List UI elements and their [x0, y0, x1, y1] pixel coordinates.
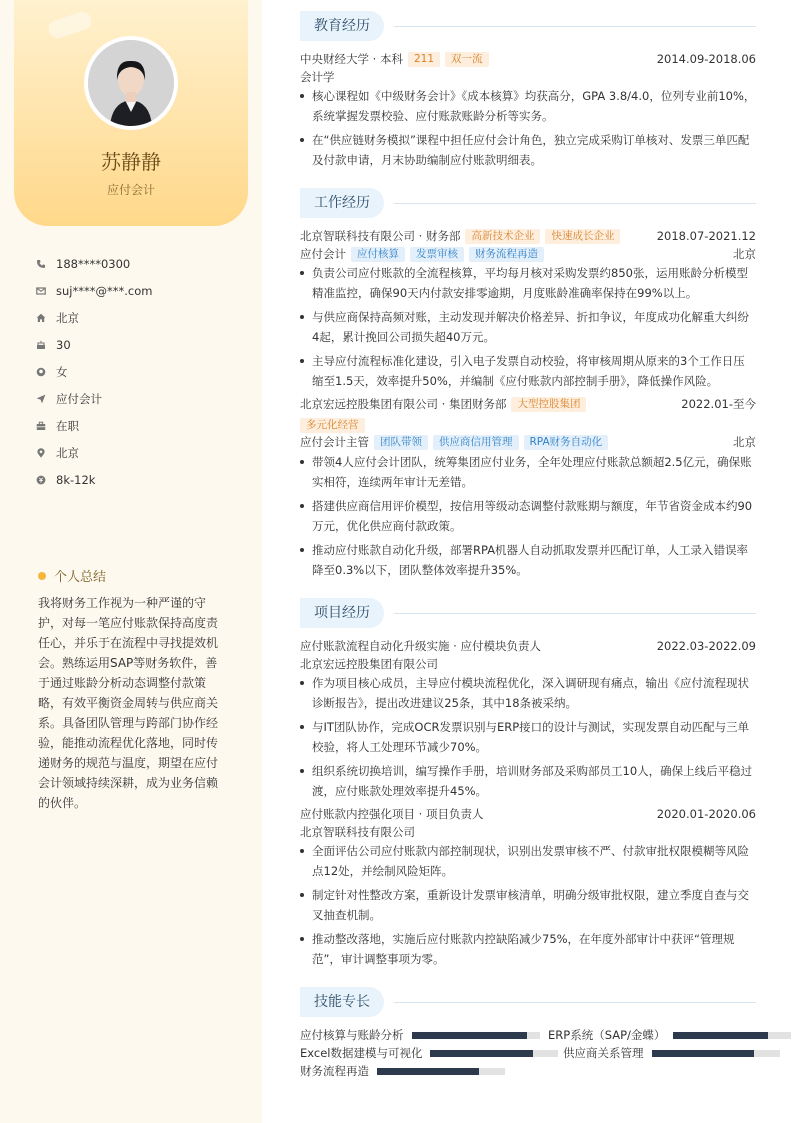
job-bullet: 推动应付账款自动化升级，部署RPA机器人自动抓取发票并匹配订单，人工录入错误率降至0.3%以下，团队整体效率提升35%。	[300, 540, 756, 580]
job-bullet: 主导应付流程标准化建设，引入电子发票自动校验，将审核周期从原来的3个工作日压缩至1.5天，效率提升50%，并编制《应付账款内部控制手册》，降低操作风险。	[300, 351, 756, 391]
company-name: 北京智联科技有限公司 · 财务部	[300, 229, 461, 243]
skill-level-bar	[673, 1032, 791, 1039]
project-date: 2020.01-2020.06	[656, 807, 756, 821]
job-header	[300, 227, 756, 245]
skill-item: 财务流程再造	[300, 1063, 505, 1079]
job-bullet: 搭建供应商信用评价模型，按信用等级动态调整付款账期与额度，年节省资金成本约90万元，优化供应商付款政策。	[300, 496, 756, 536]
info-gender	[36, 358, 152, 385]
job-date: 2022.01-至今	[681, 397, 756, 411]
project-date: 2022.03-2022.09	[656, 639, 756, 653]
job-header	[300, 395, 756, 413]
divider	[394, 26, 756, 27]
education-major: 会计学	[300, 70, 335, 84]
project-bullet: 与IT团队协作，完成OCR发票识别与ERP接口的设计与测试，实现发票自动匹配与三单校验，将人工处理环节减少70%。	[300, 717, 756, 757]
skill-tag: RPA财务自动化	[524, 435, 609, 450]
profile-header	[14, 0, 248, 226]
section-education-heading: 教育经历	[300, 11, 756, 41]
project-org: 北京宏远控股集团有限公司	[300, 657, 438, 671]
info-text: 女	[56, 364, 68, 379]
skill-tag: 发票审核	[410, 247, 464, 262]
info-salary	[36, 466, 152, 493]
project-header	[300, 805, 756, 823]
job-city: 北京	[733, 435, 756, 449]
cake-icon	[36, 340, 46, 350]
info-status	[36, 412, 152, 439]
job-position-row	[300, 433, 756, 451]
project-header	[300, 637, 756, 655]
education-header	[300, 50, 756, 68]
info-home	[36, 304, 152, 331]
info-location	[36, 439, 152, 466]
info-position	[36, 385, 152, 412]
section-work-heading: 工作经历	[300, 188, 756, 218]
skill-level-bar	[412, 1032, 540, 1039]
skill-tag: 供应商信用管理	[433, 435, 519, 450]
job-tag-row	[300, 416, 756, 434]
summary-text: 我将财务工作视为一种严谨的守护，对每一笔应付账款保持高度责任心，并乐于在流程中寻找提效机会。熟练运用SAP等财务软件，善于通过账龄分析动态调整付款策略，有效平衡资金周转与供应商关系。具备团队管理与跨部门协作经验，能推动流程优化落地，同时传递财务的规范与温度，期望在应付会计领域持续深耕，成为业务信赖的伙伴。	[38, 596, 219, 810]
skill-tag: 应付核算	[351, 247, 405, 262]
skill-item: ERP系统（SAP/金蝶）	[548, 1027, 791, 1043]
company-tag: 大型控股集团	[511, 397, 586, 412]
project-bullet: 组织系统切换培训，编写操作手册，培训财务部及采购部员工10人，确保上线后平稳过渡，应付账款处理效率提升45%。	[300, 761, 756, 801]
profile-name: 苏静静	[101, 150, 161, 174]
contact-info-list	[36, 250, 152, 493]
project-bullet: 全面评估公司应付账款内部控制现状，识别出发票审核不严、付款审批权限模糊等风险点12处，并绘制风险矩阵。	[300, 841, 756, 881]
info-text: 北京	[56, 445, 79, 460]
money-icon	[36, 475, 46, 485]
location-icon	[36, 448, 46, 458]
info-text: 北京	[56, 310, 79, 325]
divider	[394, 203, 756, 204]
education-date: 2014.09-2018.06	[656, 52, 756, 66]
project-bullet: 作为项目核心成员，主导应付模块流程优化，深入调研现有痛点，输出《应付流程现状诊断报告》，提出改进建议25条，其中18条被采纳。	[300, 673, 756, 713]
avatar-frame	[84, 36, 178, 130]
info-email	[36, 277, 152, 304]
section-skills-heading: 技能专长	[300, 987, 756, 1017]
send-icon	[36, 394, 46, 404]
info-text: 8k-12k	[56, 472, 96, 487]
info-text: 188****0300	[56, 256, 131, 271]
skill-tag: 财务流程再造	[469, 247, 544, 262]
education-bullet: 核心课程如《中级财务会计》《成本核算》均获高分，GPA 3.8/4.0，位列专业前10%，系统掌握发票校验、应付账款账龄分析等实务。	[300, 86, 756, 126]
company-tag: 多元化经营	[300, 418, 365, 433]
skill-tag: 团队带领	[374, 435, 428, 450]
school-tag: 双一流	[445, 52, 489, 67]
sidebar	[0, 0, 262, 1123]
project-name: 应付账款流程自动化升级实施 · 应付模块负责人	[300, 639, 541, 653]
skill-item: 应付核算与账龄分析	[300, 1027, 540, 1043]
info-age	[36, 331, 152, 358]
info-phone	[36, 250, 152, 277]
school-tag: 211	[408, 52, 440, 67]
school-name: 中央财经大学 · 本科	[300, 52, 403, 66]
home-icon	[36, 313, 46, 323]
skill-item: 供应商关系管理	[563, 1045, 780, 1061]
summary-heading: 个人总结	[38, 566, 106, 585]
info-text: 30	[56, 337, 71, 352]
info-text: 应付会计	[56, 391, 102, 406]
project-org: 北京智联科技有限公司	[300, 825, 415, 839]
decorative-pill	[46, 10, 93, 41]
job-position: 应付会计	[300, 247, 346, 261]
avatar-portrait-icon	[88, 40, 174, 126]
phone-icon	[36, 259, 46, 269]
education-bullet: 在“供应链财务模拟”课程中担任应付会计角色，独立完成采购订单核对、发票三单匹配及付款申请，月末协助编制应付账款明细表。	[300, 130, 756, 170]
avatar	[88, 40, 174, 126]
skill-item: Excel数据建模与可视化	[300, 1045, 558, 1061]
section-projects-heading: 项目经历	[300, 598, 756, 628]
job-city: 北京	[733, 247, 756, 261]
job-bullet: 与供应商保持高频对账，主动发现并解决价格差异、折扣争议，年度成功化解重大纠纷4起，累计挽回公司损失超40万元。	[300, 307, 756, 347]
skill-level-bar	[377, 1068, 505, 1075]
profile-role: 应付会计	[106, 183, 155, 197]
info-text: suj****@***.com	[56, 283, 153, 298]
project-name: 应付账款内控强化项目 · 项目负责人	[300, 807, 484, 821]
job-position: 应付会计主管	[300, 435, 369, 449]
job-position-row	[300, 245, 756, 263]
skill-level-bar	[430, 1050, 558, 1057]
mail-icon	[36, 286, 46, 296]
project-bullet: 推动整改落地，实施后应付账款内控缺陷减少75%，在年度外部审计中获评“管理规范”，审计调整事项为零。	[300, 929, 756, 969]
divider	[394, 613, 756, 614]
gender-icon	[36, 367, 46, 377]
bullet-dot-icon	[38, 572, 46, 580]
skill-level-bar	[652, 1050, 780, 1057]
project-bullet: 制定针对性整改方案，重新设计发票审核清单，明确分级审批权限，建立季度自查与交叉抽查机制。	[300, 885, 756, 925]
divider	[394, 1002, 756, 1003]
job-bullet: 带领4人应付会计团队，统筹集团应付业务，全年处理应付账款总额超2.5亿元，确保账实相符，连续两年审计无差错。	[300, 452, 756, 492]
company-name: 北京宏远控股集团有限公司 · 集团财务部	[300, 397, 507, 411]
company-tag: 高新技术企业	[465, 229, 540, 244]
job-date: 2018.07-2021.12	[656, 229, 756, 243]
job-bullet: 负责公司应付账款的全流程核算，平均每月核对采购发票约850张，运用账龄分析模型精准监控，确保90天内付款安排零逾期，月度账龄准确率保持在99%以上。	[300, 263, 756, 303]
info-text: 在职	[56, 418, 79, 433]
company-tag: 快速成长企业	[545, 229, 620, 244]
briefcase-icon	[36, 421, 46, 431]
